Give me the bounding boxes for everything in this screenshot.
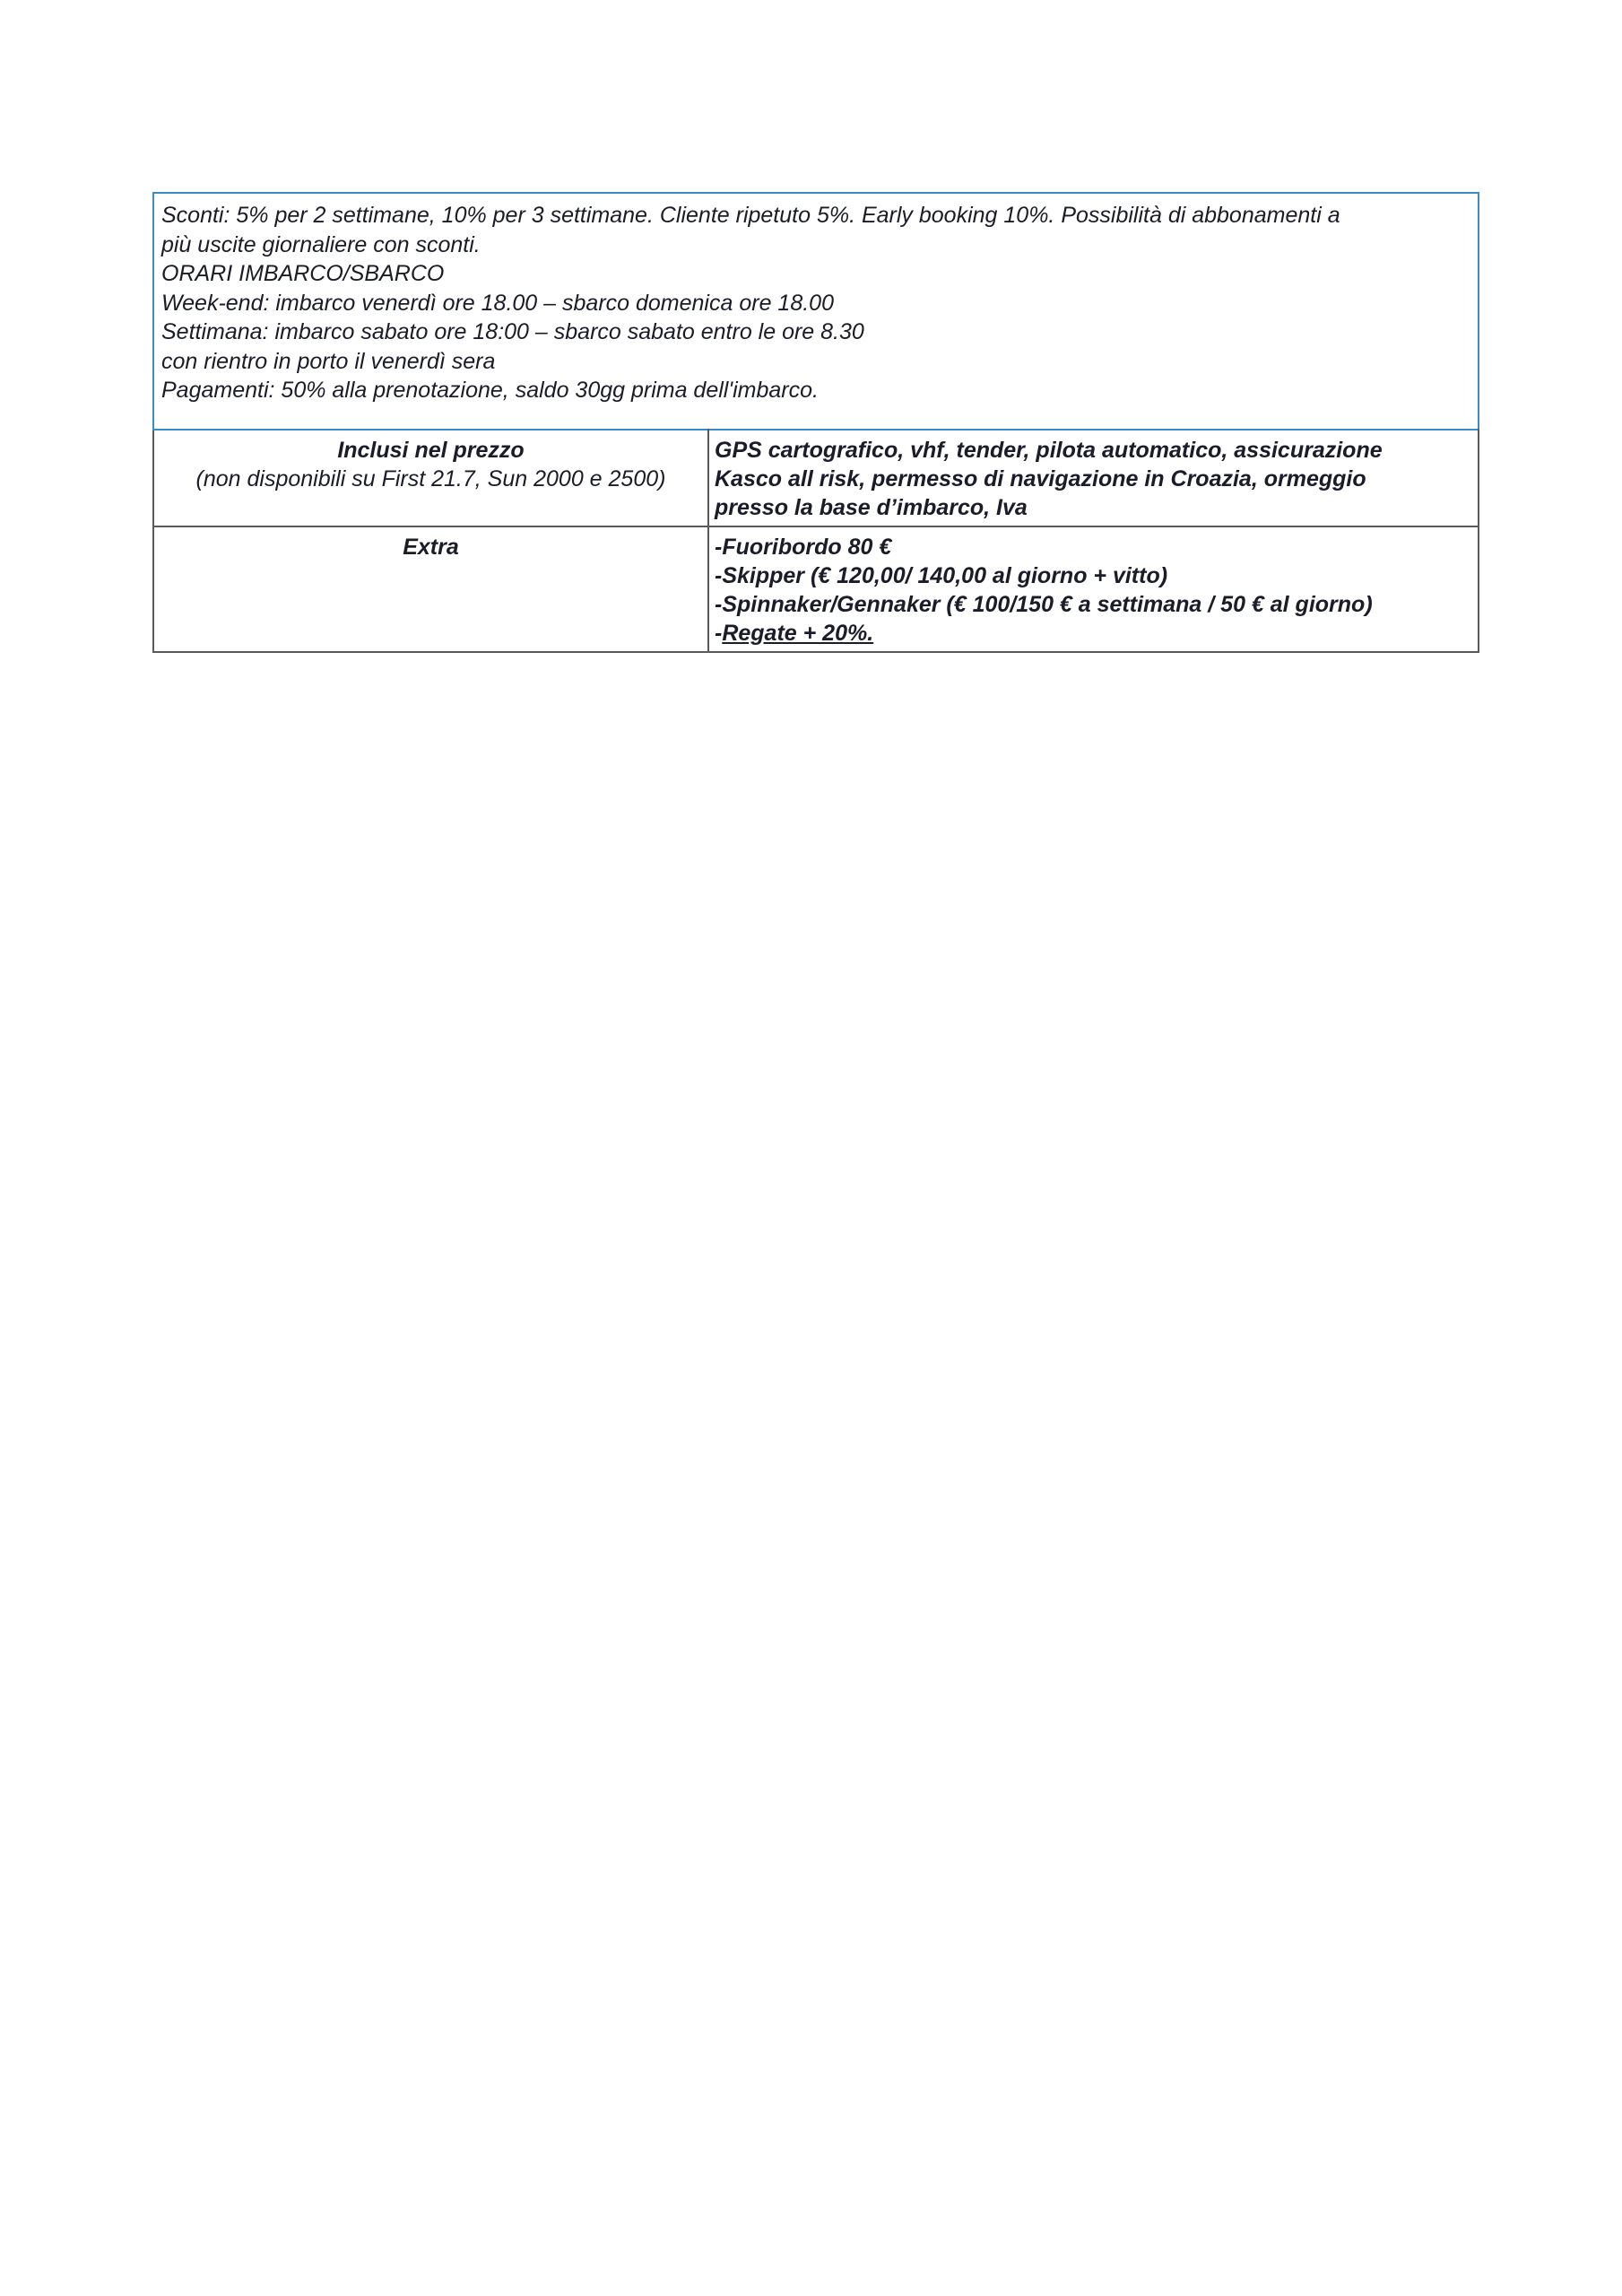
extra-item: -Fuoribordo 80 € xyxy=(715,534,892,560)
included-label: Inclusi nel prezzo xyxy=(337,437,525,463)
notes-line-return: con rientro in porto il venerdì sera xyxy=(161,348,496,374)
extra-item: -Skipper (€ 120,00/ 140,00 al giorno + vitto) xyxy=(715,562,1168,588)
included-items-cell xyxy=(708,430,1479,526)
extra-items-cell xyxy=(708,526,1479,652)
included-label-cell xyxy=(153,430,708,526)
notes-line-discounts: Sconti: 5% per 2 settimane, 10% per 3 settimane. Cliente ripetuto 5%. Early booking 10%. Possibilità di abbonamenti a xyxy=(161,203,1340,228)
extra-item-regattas-text: Regate + 20%. xyxy=(722,620,874,646)
included-line: presso la base d’imbarco, Iva xyxy=(715,494,1028,520)
charter-info-table xyxy=(152,192,1479,653)
price-details-grid xyxy=(152,429,1479,653)
notes-line-payments: Pagamenti: 50% alla prenotazione, saldo 30gg prima dell'imbarco. xyxy=(161,378,819,403)
notes-line-week: Settimana: imbarco sabato ore 18:00 – sbarco sabato entro le ore 8.30 xyxy=(161,319,864,344)
extra-item-prefix: - xyxy=(715,620,723,646)
included-note: (non disponibili su First 21.7, Sun 2000 e 2500) xyxy=(195,465,666,491)
conditions-notes xyxy=(152,192,1479,429)
notes-line-schedule-heading: ORARI IMBARCO/SBARCO xyxy=(161,261,445,286)
extra-item: -Spinnaker/Gennaker (€ 100/150 € a settimana / 50 € al giorno) xyxy=(715,591,1373,617)
extra-label: Extra xyxy=(403,534,459,560)
included-line: Kasco all risk, permesso di navigazione in Croazia, ormeggio xyxy=(715,465,1366,491)
extra-label-cell xyxy=(153,526,708,652)
table-row xyxy=(153,430,1479,526)
extra-item-regattas xyxy=(715,619,1472,648)
included-line: GPS cartografico, vhf, tender, pilota automatico, assicurazione xyxy=(715,437,1383,463)
notes-line-subscriptions: più uscite giornaliere con sconti. xyxy=(161,231,481,257)
table-row xyxy=(153,526,1479,652)
notes-line-weekend: Week-end: imbarco venerdì ore 18.00 – sbarco domenica ore 18.00 xyxy=(161,290,834,316)
